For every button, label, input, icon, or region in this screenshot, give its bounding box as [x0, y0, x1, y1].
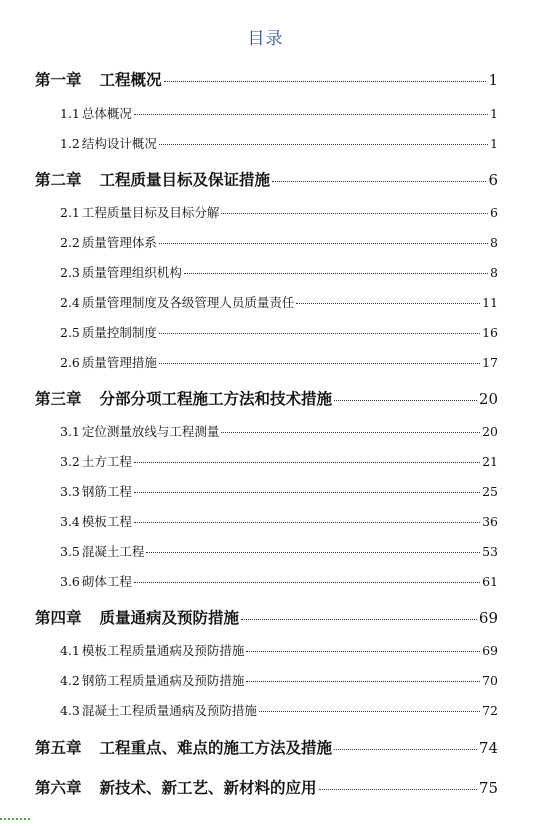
toc-dot-leader — [241, 619, 477, 620]
toc-dot-leader — [159, 363, 480, 364]
toc-dot-leader — [272, 181, 486, 182]
toc-dot-leader — [134, 522, 480, 523]
toc-entry-label: 分部分项工程施工方法和技术措施 — [99, 389, 333, 408]
toc-page-number: 72 — [482, 703, 498, 718]
toc-entry-label: 砌体工程 — [81, 574, 132, 589]
toc-dot-leader — [184, 273, 488, 274]
toc-dot-leader — [159, 333, 480, 334]
toc-page-number: 11 — [482, 295, 498, 310]
toc-section-entry[interactable] — [60, 701, 498, 719]
toc-entry-label: 混凝土工程质量通病及预防措施 — [81, 703, 257, 718]
toc-page-number: 21 — [482, 454, 498, 469]
toc-entry-label: 质量通病及预防措施 — [99, 608, 240, 627]
toc-section-entry[interactable] — [60, 233, 498, 251]
toc-page-number: 20 — [478, 390, 498, 408]
toc-entry-label: 模板工程 — [81, 514, 132, 529]
toc-section-entry[interactable] — [60, 353, 498, 371]
toc-page-number: 6 — [490, 205, 498, 220]
toc-entry-label: 总体概况 — [81, 106, 132, 121]
toc-page-number: 74 — [478, 739, 498, 757]
toc-entry-number: 3.2 — [60, 454, 80, 469]
toc-entry-number: 3.1 — [60, 424, 80, 439]
toc-chapter-entry[interactable] — [35, 736, 498, 758]
toc-page-number: 1 — [490, 136, 498, 151]
toc-section-entry[interactable] — [60, 134, 498, 152]
toc-entry-label: 质量管理措施 — [81, 355, 157, 370]
toc-section-entry[interactable] — [60, 452, 498, 470]
toc-entry-number: 1.2 — [60, 136, 80, 151]
toc-section-entry[interactable] — [60, 542, 498, 560]
toc-dot-leader — [159, 144, 488, 145]
toc-dot-leader — [134, 462, 480, 463]
toc-page-number: 6 — [488, 171, 498, 189]
toc-entry-number: 2.2 — [60, 235, 80, 250]
toc-page-number: 75 — [478, 779, 498, 797]
toc-entry-number: 2.5 — [60, 325, 80, 340]
toc-page-number: 69 — [482, 643, 498, 658]
toc-section-entry[interactable] — [60, 323, 498, 341]
toc-entry-number: 4.1 — [60, 643, 80, 658]
toc-dot-leader — [319, 789, 477, 790]
toc-section-entry[interactable] — [60, 671, 498, 689]
toc-entry-number: 2.4 — [60, 295, 80, 310]
toc-entry-label: 工程质量目标及保证措施 — [99, 170, 271, 189]
toc-entry-number: 2.1 — [60, 205, 80, 220]
toc-entry-number: 第六章 — [35, 778, 82, 797]
toc-dot-leader — [246, 651, 480, 652]
toc-dot-leader — [134, 492, 480, 493]
toc-dot-leader — [296, 303, 480, 304]
toc-entry-number: 4.2 — [60, 673, 80, 688]
toc-entry-label: 质量控制制度 — [81, 325, 157, 340]
toc-entry-label: 新技术、新工艺、新材料的应用 — [99, 778, 317, 797]
toc-dot-leader — [134, 114, 488, 115]
toc-page-number: 1 — [488, 71, 498, 89]
toc-entry-number: 第五章 — [35, 738, 82, 757]
toc-entry-label: 结构设计概况 — [81, 136, 157, 151]
toc-dot-leader — [134, 582, 480, 583]
toc-entry-label: 钢筋工程 — [81, 484, 132, 499]
toc-entry-number: 3.6 — [60, 574, 80, 589]
toc-entry-label: 质量管理组织机构 — [81, 265, 182, 280]
toc-page-number: 1 — [490, 106, 498, 121]
toc-chapter-entry[interactable] — [35, 68, 498, 90]
toc-section-entry[interactable] — [60, 572, 498, 590]
toc-page-number: 36 — [482, 514, 498, 529]
toc-page-number: 16 — [482, 325, 498, 340]
toc-entry-number: 1.1 — [60, 106, 80, 121]
toc-page-number: 53 — [482, 544, 498, 559]
toc-chapter-entry[interactable] — [35, 776, 498, 798]
toc-section-entry[interactable] — [60, 203, 498, 221]
toc-section-entry[interactable] — [60, 641, 498, 659]
toc-entry-label: 工程重点、难点的施工方法及措施 — [99, 738, 333, 757]
toc-page-number: 8 — [490, 265, 498, 280]
toc-dot-leader — [146, 552, 480, 553]
toc-entry-number: 第一章 — [35, 70, 82, 89]
toc-page-number: 20 — [482, 424, 498, 439]
toc-dot-leader — [246, 681, 480, 682]
toc-entry-number: 第三章 — [35, 389, 82, 408]
toc-dot-leader — [164, 81, 487, 82]
toc-title: 目录 — [247, 29, 284, 49]
toc-entry-number: 3.5 — [60, 544, 80, 559]
toc-dot-leader — [221, 213, 488, 214]
toc-chapter-entry[interactable] — [35, 168, 498, 190]
toc-entry-label: 质量管理体系 — [81, 235, 157, 250]
toc-entry-label: 质量管理制度及各级管理人员质量责任 — [81, 295, 295, 310]
toc-entry-number: 第二章 — [35, 170, 82, 189]
toc-entry-label: 土方工程 — [81, 454, 132, 469]
toc-section-entry[interactable] — [60, 482, 498, 500]
toc-dot-leader — [334, 749, 477, 750]
toc-page-number: 69 — [478, 609, 498, 627]
toc-dot-leader — [159, 243, 488, 244]
toc-entry-label: 工程质量目标及目标分解 — [81, 205, 220, 220]
toc-entry-number: 3.4 — [60, 514, 80, 529]
toc-entry-label: 钢筋工程质量通病及预防措施 — [81, 673, 245, 688]
toc-entry-number: 2.6 — [60, 355, 80, 370]
toc-entry-number: 第四章 — [35, 608, 82, 627]
toc-section-entry[interactable] — [60, 512, 498, 530]
toc-dot-leader — [334, 400, 477, 401]
toc-page-number: 70 — [482, 673, 498, 688]
toc-page-number: 8 — [490, 235, 498, 250]
toc-entry-label: 工程概况 — [99, 70, 162, 89]
toc-section-entry[interactable] — [60, 104, 498, 122]
toc-dot-leader — [259, 711, 480, 712]
toc-chapter-entry[interactable] — [35, 606, 498, 628]
toc-entry-label: 模板工程质量通病及预防措施 — [81, 643, 245, 658]
toc-entry-number: 4.3 — [60, 703, 80, 718]
page-cut-marker — [0, 818, 30, 820]
toc-dot-leader — [221, 432, 480, 433]
toc-page-number: 25 — [482, 484, 498, 499]
toc-section-entry[interactable] — [60, 422, 498, 440]
toc-entry-label: 定位测量放线与工程测量 — [81, 424, 220, 439]
toc-page-number: 17 — [482, 355, 498, 370]
toc-entry-label: 混凝土工程 — [81, 544, 145, 559]
toc-section-entry[interactable] — [60, 293, 498, 311]
toc-entry-number: 2.3 — [60, 265, 80, 280]
toc-chapter-entry[interactable] — [35, 387, 498, 409]
toc-entry-number: 3.3 — [60, 484, 80, 499]
toc-page-number: 61 — [482, 574, 498, 589]
toc-section-entry[interactable] — [60, 263, 498, 281]
